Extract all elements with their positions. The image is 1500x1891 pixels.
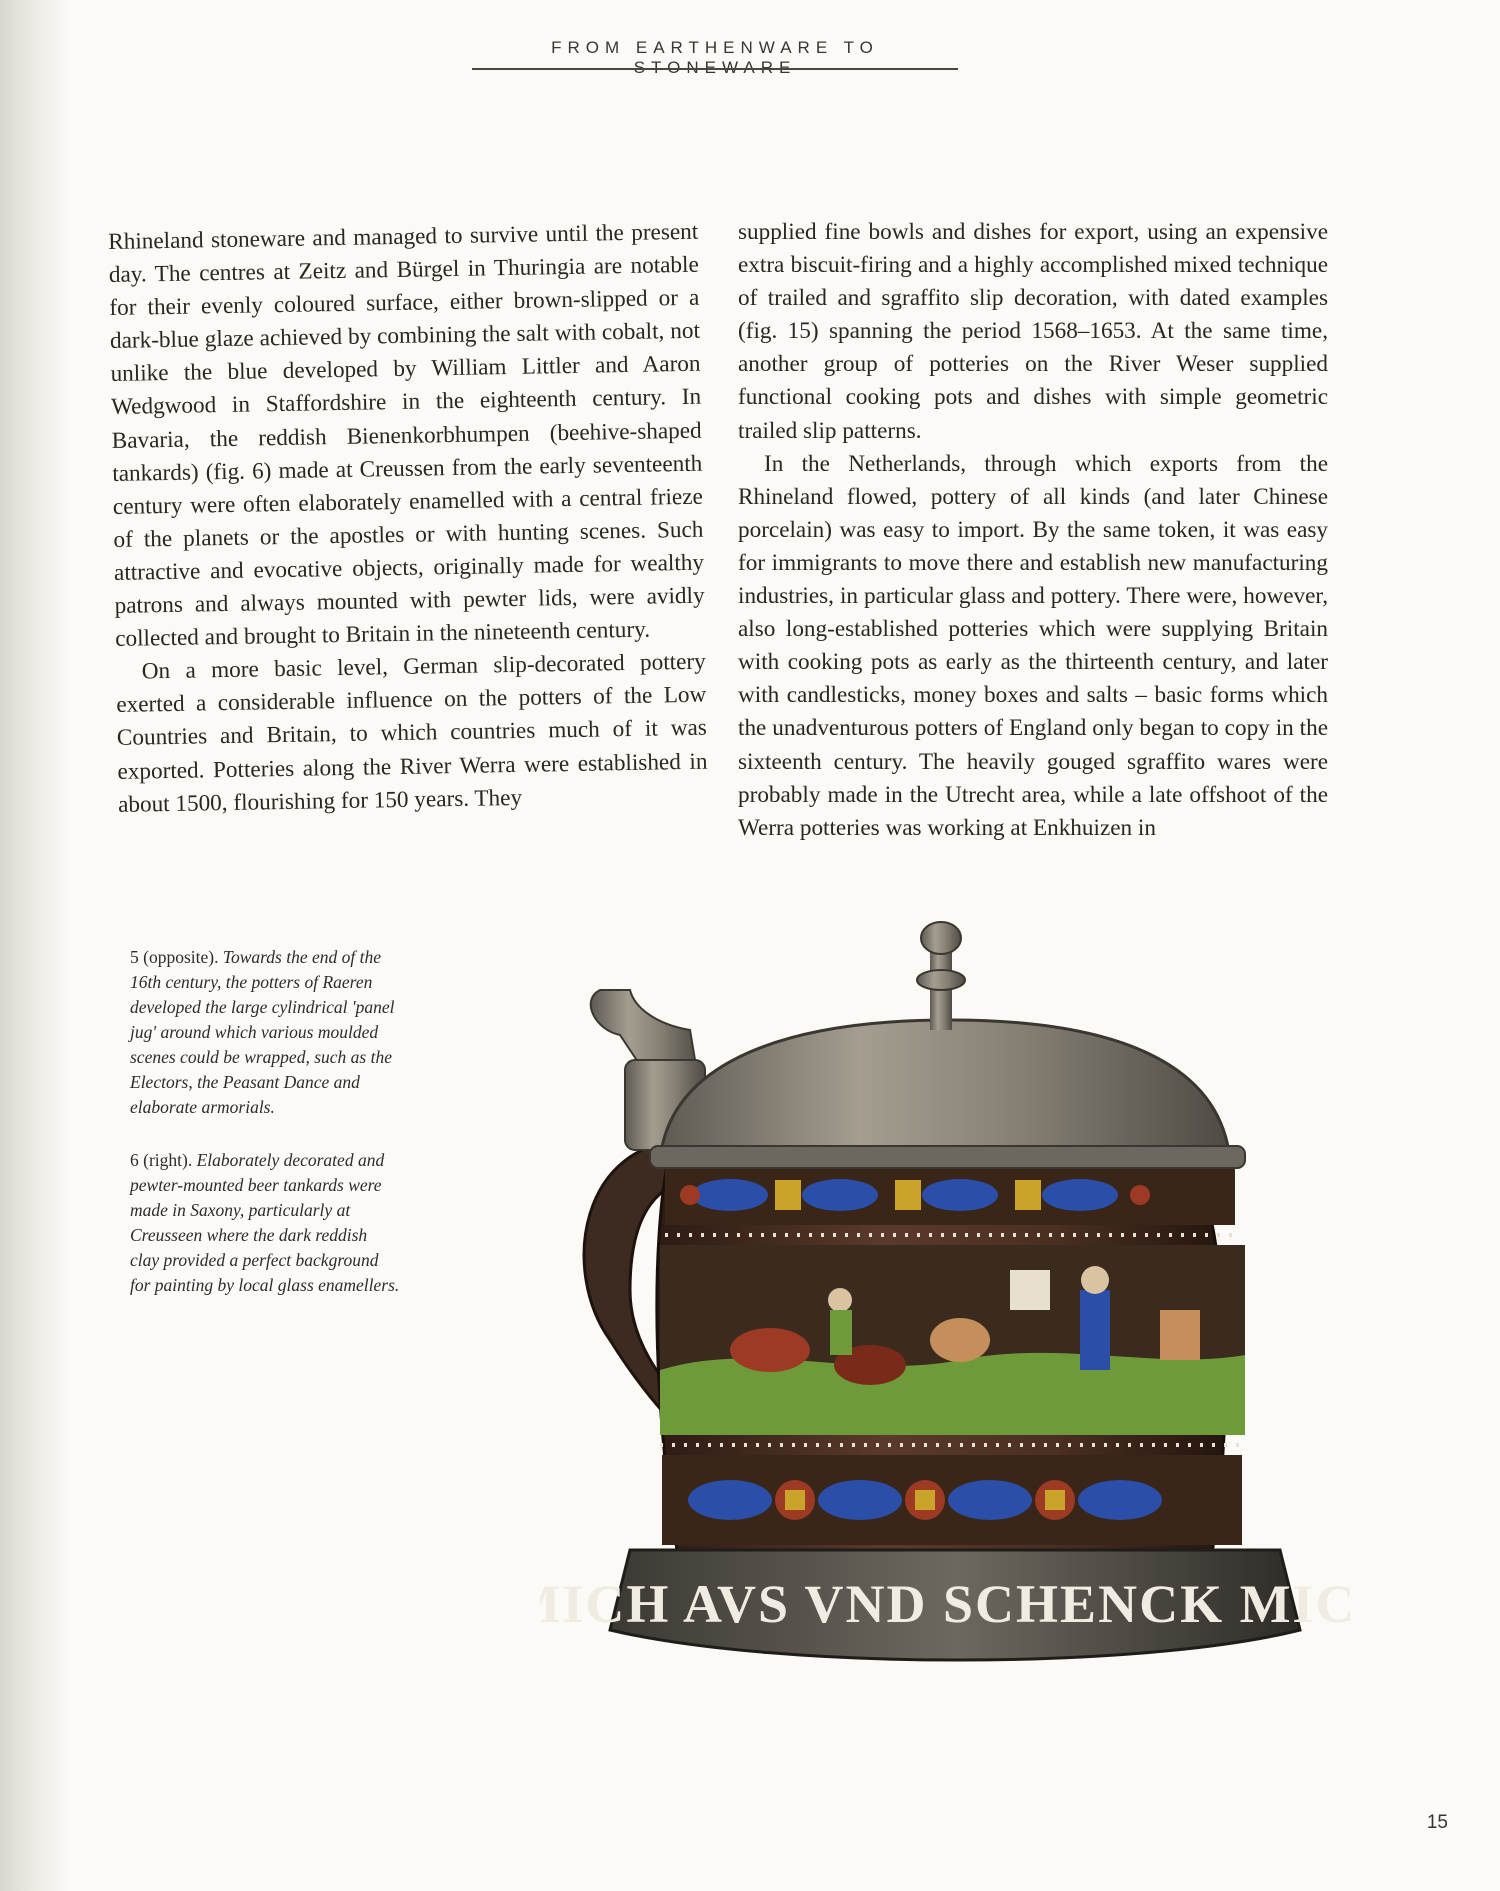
tankard-inscription: MICH AVS VND SCHENCK MICH bbox=[540, 1574, 1350, 1634]
running-head-rule bbox=[472, 68, 958, 70]
caption-text: Towards the end of the 16th century, the potters of Raeren developed the large cylindrical 'panel jug' around which various moulded scenes could be wrapped, such as the Electors, the Peasant Dance and elaborate armorials. bbox=[130, 947, 395, 1117]
caption-text: Elaborately decorated and pewter-mounted beer tankards were made in Saxony, particularly at Creusseen where the dark reddish clay provided a perfect background for painting by local glass enamellers. bbox=[130, 1150, 400, 1295]
lower-band-enamel bbox=[688, 1480, 1162, 1520]
caption-fig-5 bbox=[130, 945, 400, 1120]
figure-captions bbox=[130, 945, 400, 1326]
running-head: FROM EARTHENWARE TO bbox=[551, 38, 879, 57]
body-paragraph: On a more basic level, German slip-decorated pottery exerted a considerable influence on the potters of the Low Countries and Britain, to which countries much of it was exported. Potteries along the River Werra were established in about 1500, flourishing for 150 years. They bbox=[116, 648, 708, 818]
caption-ref: 5 (opposite). bbox=[130, 947, 219, 967]
page-gutter-shadow bbox=[0, 0, 70, 1891]
upper-band-enamel bbox=[680, 1179, 1150, 1211]
right-text-column bbox=[738, 216, 1328, 845]
body-paragraph: In the Netherlands, through which exports from the Rhineland flowed, pottery of all kinds (and later Chinese porcelain) was easy to import. By the same token, it was easy for immigrants to move there and establish new manufacturing industries, in particular glass and pottery. There were, however, also long-established potteries which were supplying Britain with cooking pots as early as the thirteenth century, and later with candlesticks, money boxes and salts – basic forms which the unadventurous potters of England only began to copy in the sixteenth century. The heavily gouged sgraffito wares were probably made in the Utrecht area, while a late offshoot of the Werra potteries was working at Enkhuizen in bbox=[738, 450, 1328, 841]
lid-knob bbox=[921, 922, 961, 954]
body-paragraph: Rhineland stoneware and managed to survive until the present day. The centres at Zeitz and Bürgel in Thuringia are notable for their evenly coloured surface, either brown-slipped or a dark-blue glaze achieved by combining the salt with cobalt, not unlike the blue developed by William Littler and Aaron Wedgwood in Staffordshire in the eighteenth century. In Bavaria, the reddish Bienenkorbhumpen (beehive-shaped tankards) (fig. 6) made at Creussen from the early seventeenth century were often elaborately enamelled with a central frieze of the planets or the apostles or with hunting scenes. Such attractive and evocative objects, originally made for wealthy patrons and always mounted with pewter lids, were avidly collected and brought to Britain in the nineteenth century. bbox=[108, 218, 705, 653]
tankard-illustration bbox=[540, 910, 1350, 1790]
caption-fig-6 bbox=[130, 1148, 400, 1298]
pewter-lid bbox=[660, 1020, 1230, 1160]
page-number: 15 bbox=[1426, 1812, 1448, 1833]
lid-rim bbox=[650, 1146, 1245, 1168]
body-paragraph: supplied fine bowls and dishes for export, using an expensive extra biscuit-firing and a highly accomplished mixed technique of trailed and sgraffito slip decoration, with dated examples (fig. 15) spanning the period 1568–1653. At the same time, another group of potteries on the River Weser supplied functional cooking pots and dishes with simple geometric trailed slip patterns. bbox=[738, 219, 1328, 444]
tankard-photograph bbox=[540, 910, 1350, 1790]
caption-ref: 6 (right). bbox=[130, 1150, 193, 1170]
left-text-column bbox=[108, 216, 708, 822]
